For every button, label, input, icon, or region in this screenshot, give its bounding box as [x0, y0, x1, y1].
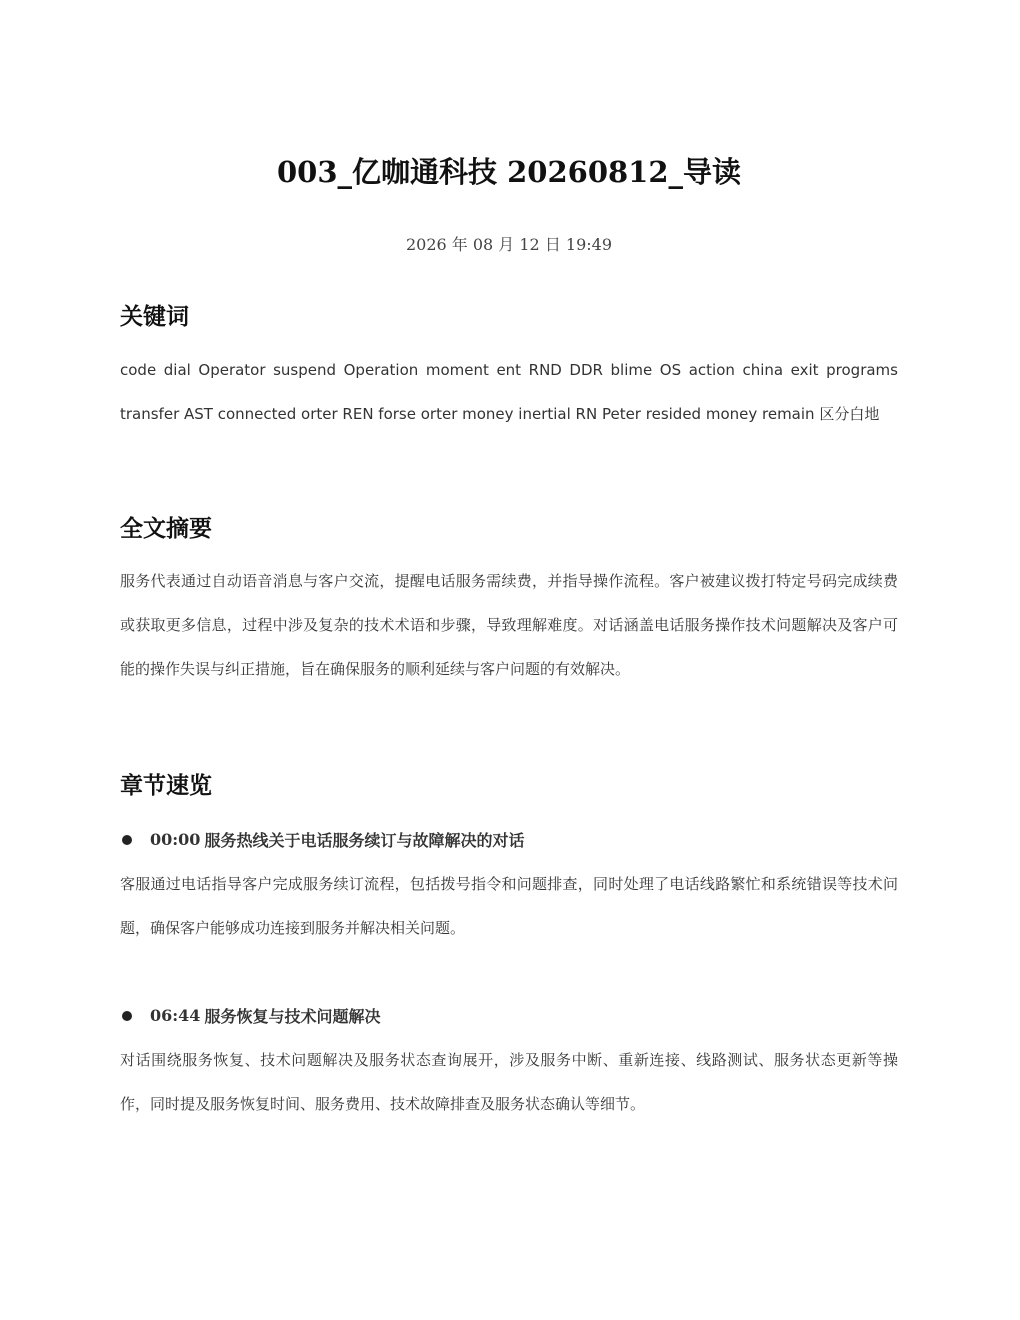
- document-title: 003_亿咖通科技 20260812_导读: [276, 155, 742, 189]
- bullet-icon: [122, 835, 132, 845]
- document-date: 2026 年 08 月 12 日 19:49: [405, 235, 613, 254]
- chapter-timestamp: 06:44: [150, 1006, 201, 1025]
- chapter-title: 服务恢复与技术问题解决: [204, 1007, 381, 1026]
- summary-heading: 全文摘要: [120, 516, 212, 542]
- keywords-text: code dial Operator suspend Operation moment ent RND DDR blime OS action china exit programs transfer AST connected orter REN forse orter money inertial RN Peter resided money remain 区分白地: [120, 361, 898, 423]
- chapter-title: 服务热线关于电话服务续订与故障解决的对话: [204, 831, 525, 850]
- chapter-summary: 客服通过电话指导客户完成服务续订流程，包括拨号指令和问题排查，同时处理了电话线路繁忙和系统错误等技术问题，确保客户能够成功连接到服务并解决相关问题。: [120, 875, 898, 937]
- bullet-icon: [122, 1011, 132, 1021]
- chapters-heading: 章节速览: [120, 773, 212, 799]
- keywords-heading: 关键词: [120, 304, 189, 330]
- chapter-summary: 对话围绕服务恢复、技术问题解决及服务状态查询展开，涉及服务中断、重新连接、线路测试、服务状态更新等操作，同时提及服务恢复时间、服务费用、技术故障排查及服务状态确认等细节。: [120, 1051, 898, 1113]
- chapter-item: [120, 1004, 898, 1027]
- summary-text: 服务代表通过自动语音消息与客户交流，提醒电话服务需续费，并指导操作流程。客户被建议拨打特定号码完成续费或获取更多信息，过程中涉及复杂的技术术语和步骤，导致理解难度。对话涵盖电话服务操作技术问题解决及客户可能的操作失误与纠正措施，旨在确保服务的顺利延续与客户问题的有效解决。: [120, 572, 898, 678]
- chapter-item: [120, 828, 898, 851]
- chapter-timestamp: 00:00: [150, 830, 201, 849]
